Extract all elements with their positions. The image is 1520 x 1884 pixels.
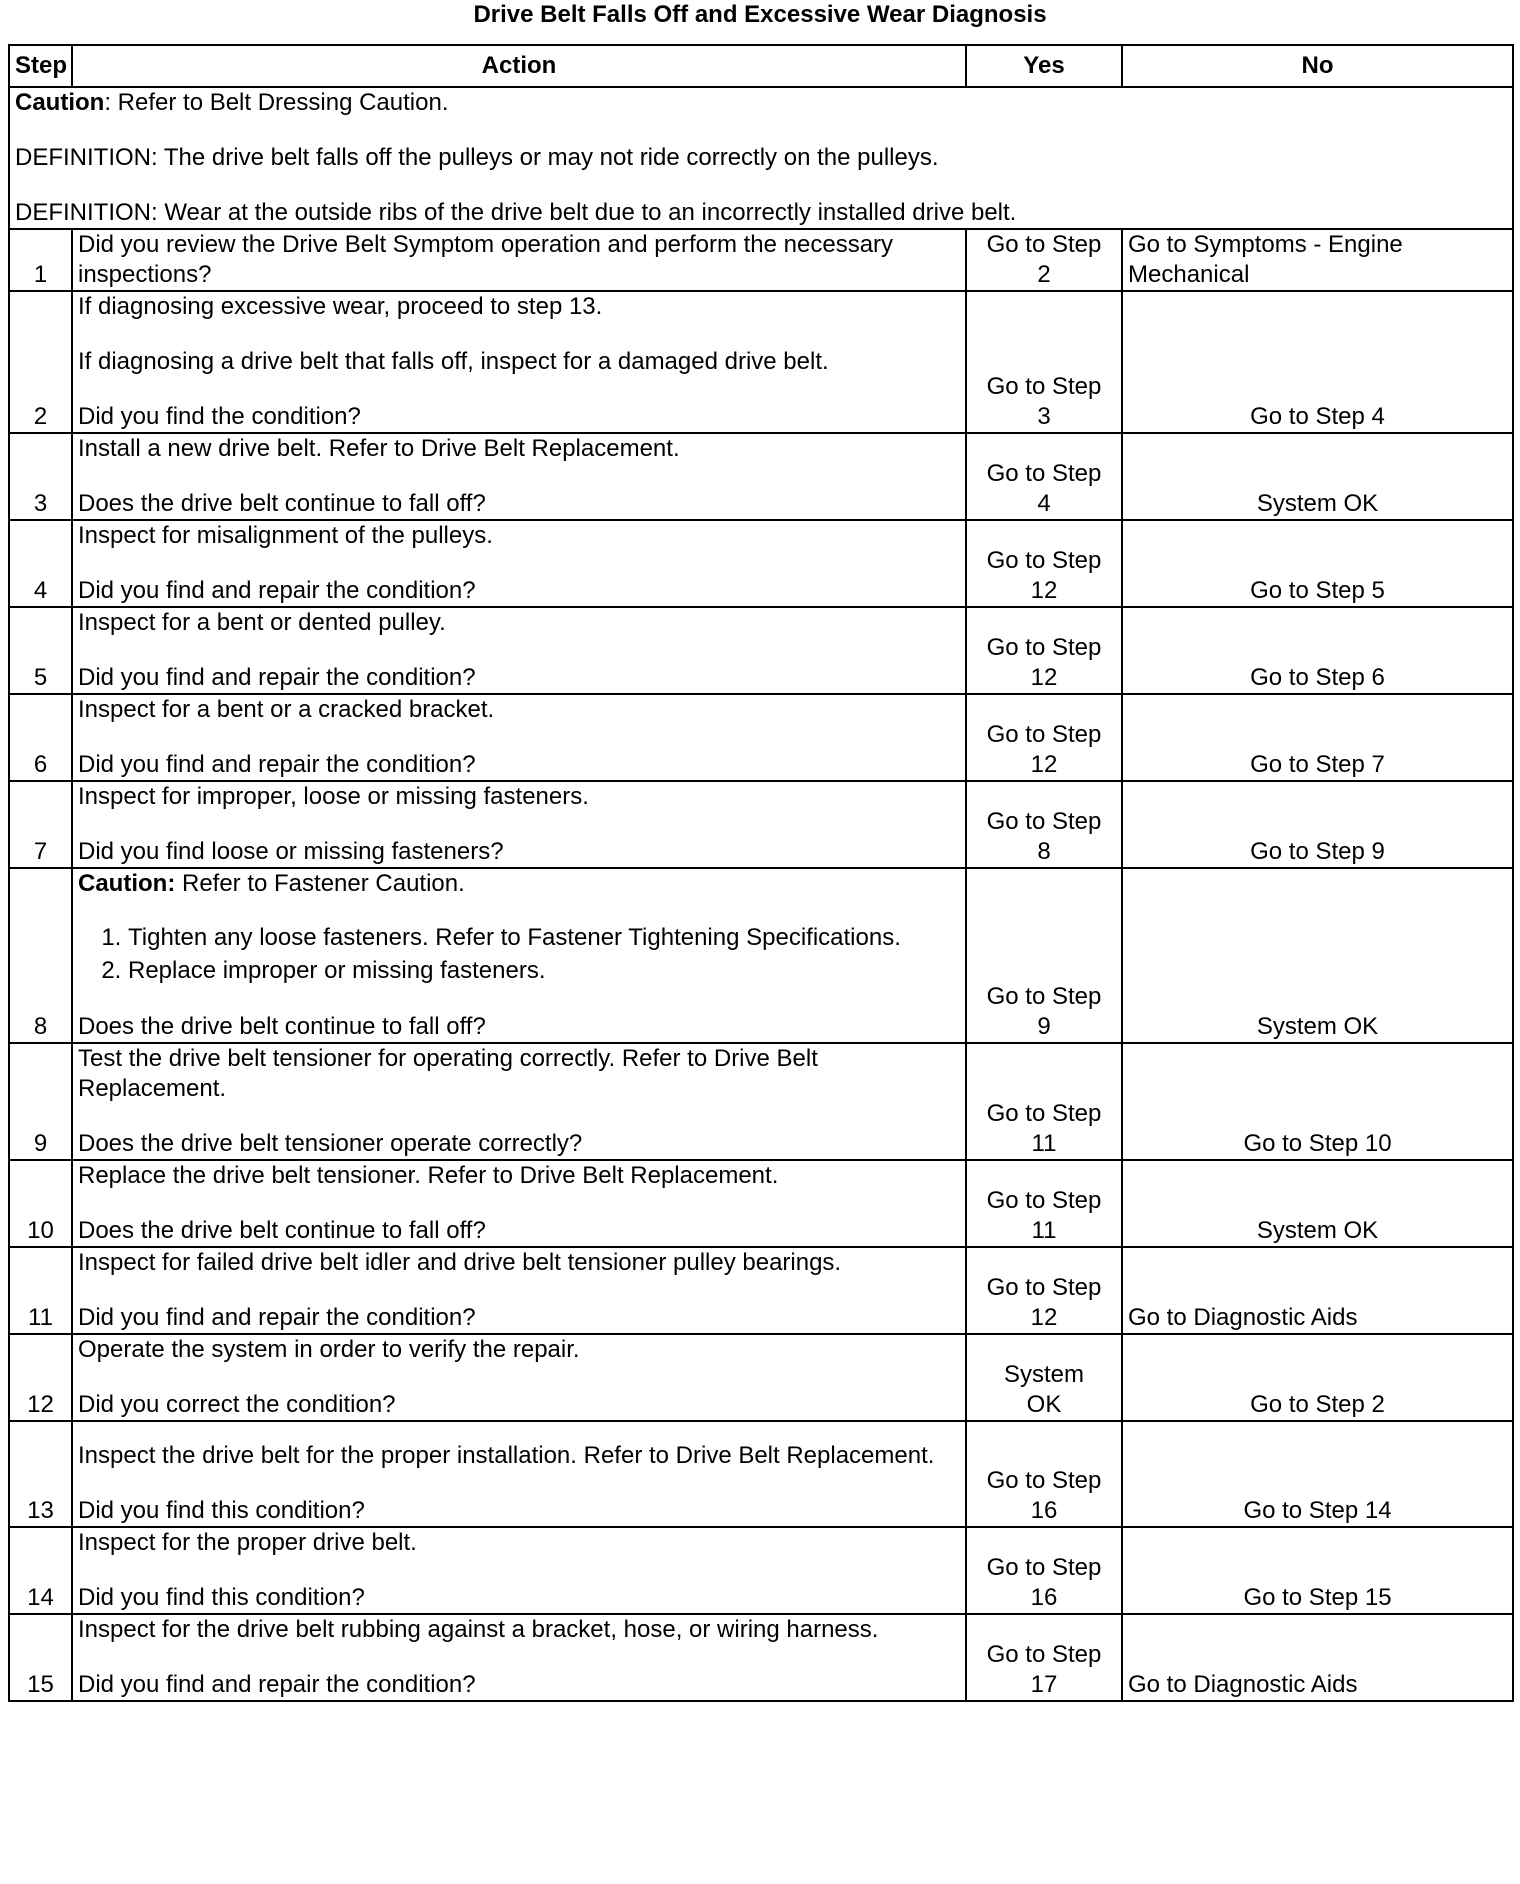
no-cell — [1122, 229, 1513, 291]
no-cell — [1122, 1421, 1513, 1527]
action-line: Did you find and repair the condition? — [78, 751, 476, 778]
yes-link: Go to Step 9 — [986, 983, 1102, 1040]
action-line: Install a new drive belt. Refer to Drive Belt Replacement. — [78, 435, 680, 462]
caution-text: Refer to Fastener Caution. — [175, 870, 465, 897]
no-cell — [1122, 1043, 1513, 1160]
action-cell — [72, 1614, 966, 1701]
action-line: Does the drive belt continue to fall off? — [78, 490, 486, 517]
action-cell — [72, 291, 966, 433]
step-number: 11 — [9, 1247, 72, 1334]
no-link: System OK — [1256, 1217, 1379, 1244]
no-cell — [1122, 1334, 1513, 1421]
action-line: Did you find and repair the condition? — [78, 664, 476, 691]
no-link: Go to Step 7 — [1250, 751, 1385, 778]
intro-definition-2: DEFINITION: Wear at the outside ribs of the drive belt due to an incorrectly installed drive belt. — [15, 199, 1017, 226]
step-number: 4 — [9, 520, 72, 607]
yes-cell — [966, 1160, 1122, 1247]
action-line: Did you find this condition? — [78, 1497, 365, 1524]
step-number: 1 — [9, 229, 72, 291]
yes-cell — [966, 781, 1122, 868]
no-link: Go to Step 10 — [1243, 1130, 1392, 1157]
list-item: 2. Replace improper or missing fasteners. — [128, 954, 960, 987]
action-cell — [72, 1043, 966, 1160]
no-cell — [1122, 433, 1513, 520]
yes-link: Go to Step 12 — [986, 634, 1102, 691]
action-cell — [72, 607, 966, 694]
no-link: Go to Step 15 — [1243, 1584, 1392, 1611]
yes-cell — [966, 1421, 1122, 1527]
action-cell — [72, 1421, 966, 1527]
yes-cell — [966, 607, 1122, 694]
action-line: Did you find the condition? — [78, 403, 361, 430]
yes-link: System OK — [1003, 1361, 1084, 1418]
action-cell — [72, 1247, 966, 1334]
action-line: Inspect for a bent or a cracked bracket. — [78, 696, 495, 723]
action-cell — [72, 868, 966, 1043]
table-row — [9, 607, 1513, 694]
no-link: Go to Step 2 — [1250, 1391, 1385, 1418]
no-link: System OK — [1256, 1013, 1379, 1040]
yes-cell — [966, 1527, 1122, 1614]
yes-cell — [966, 694, 1122, 781]
action-line: Does the drive belt continue to fall off? — [78, 1217, 486, 1244]
yes-link: Go to Step 12 — [986, 721, 1102, 778]
yes-link: Go to Step 12 — [986, 547, 1102, 604]
yes-cell — [966, 291, 1122, 433]
yes-cell — [966, 1043, 1122, 1160]
step-number: 10 — [9, 1160, 72, 1247]
yes-cell — [966, 433, 1122, 520]
step-number: 13 — [9, 1421, 72, 1527]
table-header-row — [9, 45, 1513, 87]
no-link: Go to Symptoms - Engine Mechanical — [1128, 231, 1403, 288]
no-link: Go to Diagnostic Aids — [1128, 1671, 1358, 1698]
yes-cell — [966, 1247, 1122, 1334]
table-row — [9, 1160, 1513, 1247]
no-cell — [1122, 607, 1513, 694]
page-title: Drive Belt Falls Off and Excessive Wear Diagnosis — [473, 1, 1047, 28]
yes-cell — [966, 868, 1122, 1043]
action-line: Replace the drive belt tensioner. Refer to Drive Belt Replacement. — [78, 1162, 779, 1189]
header-action: Action — [72, 45, 966, 87]
yes-link: Go to Step 2 — [986, 231, 1102, 288]
action-line: Inspect for improper, loose or missing fasteners. — [78, 783, 589, 810]
action-line: Did you find loose or missing fasteners? — [78, 838, 504, 865]
table-row — [9, 1614, 1513, 1701]
no-link: Go to Step 9 — [1250, 838, 1385, 865]
table-row — [9, 520, 1513, 607]
table-row — [9, 1527, 1513, 1614]
yes-link: Go to Step 17 — [986, 1641, 1102, 1698]
table-row — [9, 1421, 1513, 1527]
action-line: Did you find and repair the condition? — [78, 577, 476, 604]
action-cell — [72, 433, 966, 520]
yes-cell — [966, 520, 1122, 607]
yes-cell — [966, 229, 1122, 291]
header-yes: Yes — [966, 45, 1122, 87]
action-line: Operate the system in order to verify the repair. — [78, 1336, 580, 1363]
list-item: 1. Tighten any loose fasteners. Refer to Fastener Tightening Specifications. — [128, 921, 960, 954]
step-number: 2 — [9, 291, 72, 433]
no-link: Go to Diagnostic Aids — [1128, 1304, 1358, 1331]
yes-link: Go to Step 4 — [986, 460, 1102, 517]
step-number: 5 — [9, 607, 72, 694]
intro-row — [9, 87, 1513, 229]
no-cell — [1122, 868, 1513, 1043]
yes-cell — [966, 1334, 1122, 1421]
header-step: Step — [9, 45, 72, 87]
intro-definition-1: DEFINITION: The drive belt falls off the pulleys or may not ride correctly on the pulleys. — [15, 144, 939, 171]
no-cell — [1122, 1160, 1513, 1247]
action-line: Inspect for misalignment of the pulleys. — [78, 522, 493, 549]
step-number: 14 — [9, 1527, 72, 1614]
action-line: Inspect for the proper drive belt. — [78, 1529, 417, 1556]
no-cell — [1122, 1247, 1513, 1334]
action-line: If diagnosing a drive belt that falls off, inspect for a damaged drive belt. — [78, 348, 829, 375]
action-line: Did you correct the condition? — [78, 1391, 396, 1418]
step-number: 3 — [9, 433, 72, 520]
caution-label: Caution: — [78, 870, 176, 897]
action-caution — [78, 869, 960, 899]
step-number: 9 — [9, 1043, 72, 1160]
step-number: 15 — [9, 1614, 72, 1701]
caution-text: : Refer to Belt Dressing Caution. — [104, 89, 449, 116]
table-row — [9, 781, 1513, 868]
step-number: 6 — [9, 694, 72, 781]
action-cell — [72, 1160, 966, 1247]
action-line: Did you find and repair the condition? — [78, 1304, 476, 1331]
yes-cell — [966, 1614, 1122, 1701]
table-row — [9, 229, 1513, 291]
table-row — [9, 433, 1513, 520]
action-line: Inspect the drive belt for the proper installation. Refer to Drive Belt Replacement. — [78, 1442, 935, 1469]
action-line: Test the drive belt tensioner for operating correctly. Refer to Drive Belt Replacement. — [78, 1045, 818, 1102]
no-cell — [1122, 520, 1513, 607]
step-number: 12 — [9, 1334, 72, 1421]
action-line: Did you find and repair the condition? — [78, 1671, 476, 1698]
intro-cell — [9, 87, 1513, 229]
no-link: Go to Step 4 — [1250, 403, 1385, 430]
no-cell — [1122, 694, 1513, 781]
action-cell — [72, 781, 966, 868]
action-line: If diagnosing excessive wear, proceed to step 13. — [78, 293, 603, 320]
header-no: No — [1122, 45, 1513, 87]
table-row — [9, 868, 1513, 1043]
table-row — [9, 1043, 1513, 1160]
action-line: Inspect for failed drive belt idler and drive belt tensioner pulley bearings. — [78, 1249, 842, 1276]
diagnosis-table — [8, 44, 1514, 1702]
action-cell — [72, 1334, 966, 1421]
table-row — [9, 291, 1513, 433]
table-row — [9, 694, 1513, 781]
action-cell — [72, 229, 966, 291]
step-number: 8 — [9, 868, 72, 1043]
action-question: Does the drive belt continue to fall off? — [78, 1013, 486, 1040]
action-list — [78, 921, 960, 987]
action-cell — [72, 520, 966, 607]
yes-link: Go to Step 16 — [986, 1554, 1102, 1611]
action-line: Inspect for a bent or dented pulley. — [78, 609, 446, 636]
action-cell — [72, 694, 966, 781]
no-cell — [1122, 1614, 1513, 1701]
no-cell — [1122, 291, 1513, 433]
yes-link: Go to Step 16 — [986, 1467, 1102, 1524]
no-cell — [1122, 781, 1513, 868]
intro-caution — [15, 88, 1507, 118]
action-line: Inspect for the drive belt rubbing against a bracket, hose, or wiring harness. — [78, 1616, 879, 1643]
step-number: 7 — [9, 781, 72, 868]
yes-link: Go to Step 11 — [986, 1100, 1102, 1157]
action-cell — [72, 1527, 966, 1614]
no-link: System OK — [1256, 490, 1379, 517]
yes-link: Go to Step 11 — [986, 1187, 1102, 1244]
no-link: Go to Step 14 — [1243, 1497, 1392, 1524]
action-line: Did you find this condition? — [78, 1584, 365, 1611]
no-link: Go to Step 5 — [1250, 577, 1385, 604]
yes-link: Go to Step 8 — [986, 808, 1102, 865]
yes-link: Go to Step 12 — [986, 1274, 1102, 1331]
action-line: Does the drive belt tensioner operate correctly? — [78, 1130, 583, 1157]
table-row — [9, 1334, 1513, 1421]
caution-label: Caution — [15, 89, 105, 116]
table-row — [9, 1247, 1513, 1334]
yes-link: Go to Step 3 — [986, 373, 1102, 430]
no-link: Go to Step 6 — [1250, 664, 1385, 691]
no-cell — [1122, 1527, 1513, 1614]
action-line: Did you review the Drive Belt Symptom operation and perform the necessary inspections? — [78, 231, 894, 288]
